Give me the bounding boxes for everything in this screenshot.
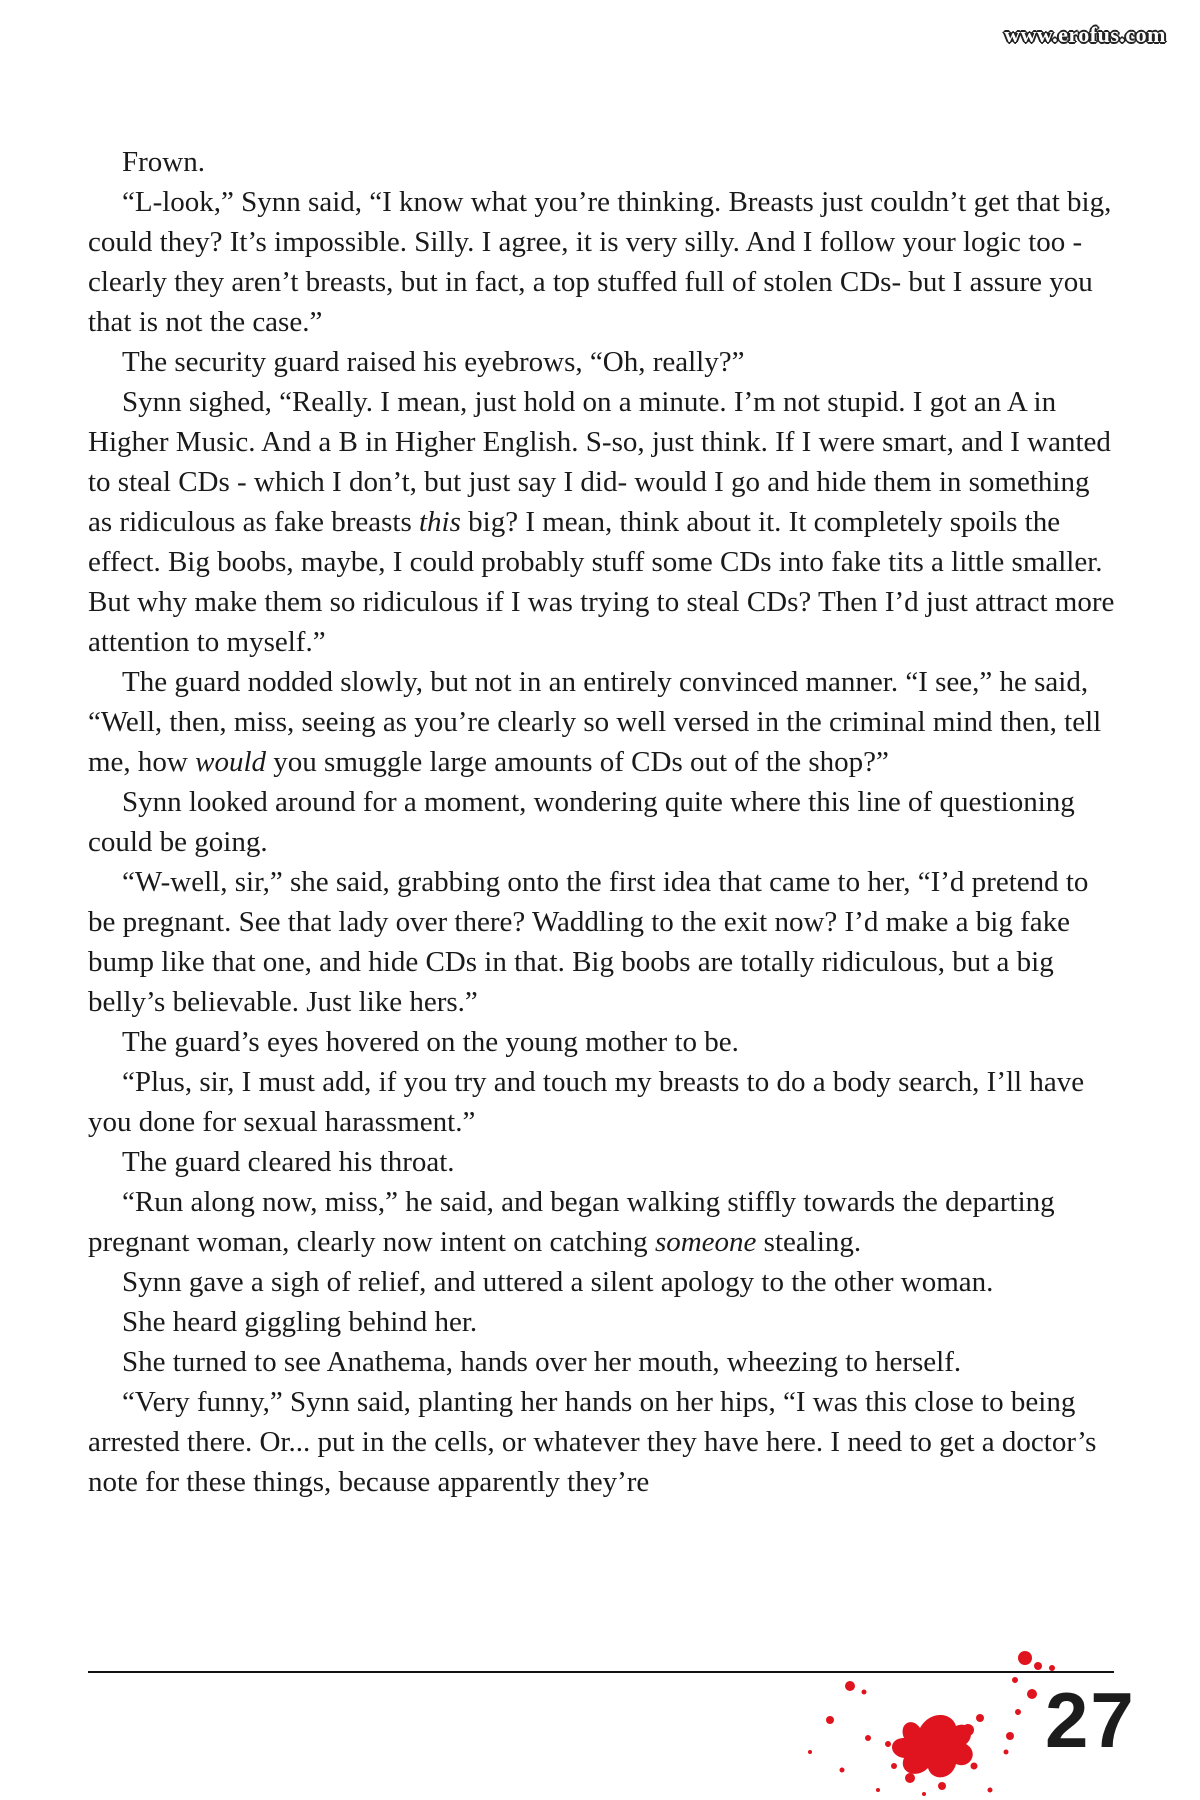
paragraph: “Very funny,” Synn said, planting her hands on her hips, “I was this close to being arrested there. Or... put in the cells, or whatever they have here. I need to get a doctor’s note for these things, because apparently they’re	[88, 1386, 1097, 1498]
story-text	[88, 142, 1118, 1502]
emphasis: someone	[654, 1226, 757, 1258]
paragraph: The guard cleared his throat.	[122, 1146, 455, 1178]
paragraph: Synn sighed, “Really. I mean, just hold on a minute. I’m not stupid. I got an A in Higher Music. And a B in Higher English. S-so, just think. If I were smart, and I wanted to steal CDs - which I don’t, but just say I did- would I go and hide them in something as ridiculous as fake breasts this big? I mean, think about it. It completely spoils the effect. Big boobs, maybe, I could probably stuff some CDs into fake tits a little smaller. But why make them so ridiculous if I was trying to steal CDs? Then I’d just attract more attention to myself.”	[88, 386, 1115, 658]
emphasis: would	[195, 746, 267, 778]
paragraph: “W-well, sir,” she said, grabbing onto the first idea that came to her, “I’d pretend to be pregnant. See that lady over there? Waddling to the exit now? I’d make a big fake bump like that one, and hide CDs in that. Big boobs are totally ridiculous, but a big belly’s believable. Just like hers.”	[88, 866, 1089, 1018]
paragraph: She heard giggling behind her.	[122, 1306, 478, 1338]
paragraph: The guard nodded slowly, but not in an entirely convinced manner. “I see,” he said, “Well, then, miss, seeing as you’re clearly so well versed in the criminal mind then, tell me, how would you smuggle large amounts of CDs out of the shop?”	[88, 666, 1102, 778]
paragraph: Frown.	[122, 146, 205, 178]
paragraph: She turned to see Anathema, hands over her mouth, wheezing to herself.	[122, 1346, 962, 1378]
page-number: 27	[1045, 1676, 1136, 1764]
paragraph: Synn looked around for a moment, wondering quite where this line of questioning could be going.	[88, 786, 1075, 858]
paragraph: The security guard raised his eyebrows, “Oh, really?”	[122, 346, 745, 378]
emphasis: this	[418, 506, 461, 538]
paragraph: The guard’s eyes hovered on the young mother to be.	[122, 1026, 739, 1058]
watermark: www.erofus.com	[1004, 22, 1166, 47]
paragraph: “Plus, sir, I must add, if you try and touch my breasts to do a body search, I’ll have you done for sexual harassment.”	[88, 1066, 1085, 1138]
paragraph: “Run along now, miss,” he said, and began walking stiffly towards the departing pregnant woman, clearly now intent on catching someone stealing.	[88, 1186, 1055, 1258]
paragraph: Synn gave a sigh of relief, and uttered a silent apology to the other woman.	[122, 1266, 994, 1298]
paragraph: “L-look,” Synn said, “I know what you’re thinking. Breasts just couldn’t get that big, could they? It’s impossible. Silly. I agree, it is very silly. And I follow your logic too - clearly they aren’t breasts, but in fact, a top stuffed full of stolen CDs- but I assure you that is not the case.”	[88, 186, 1112, 338]
blood-splatter-icon	[770, 1640, 1070, 1800]
